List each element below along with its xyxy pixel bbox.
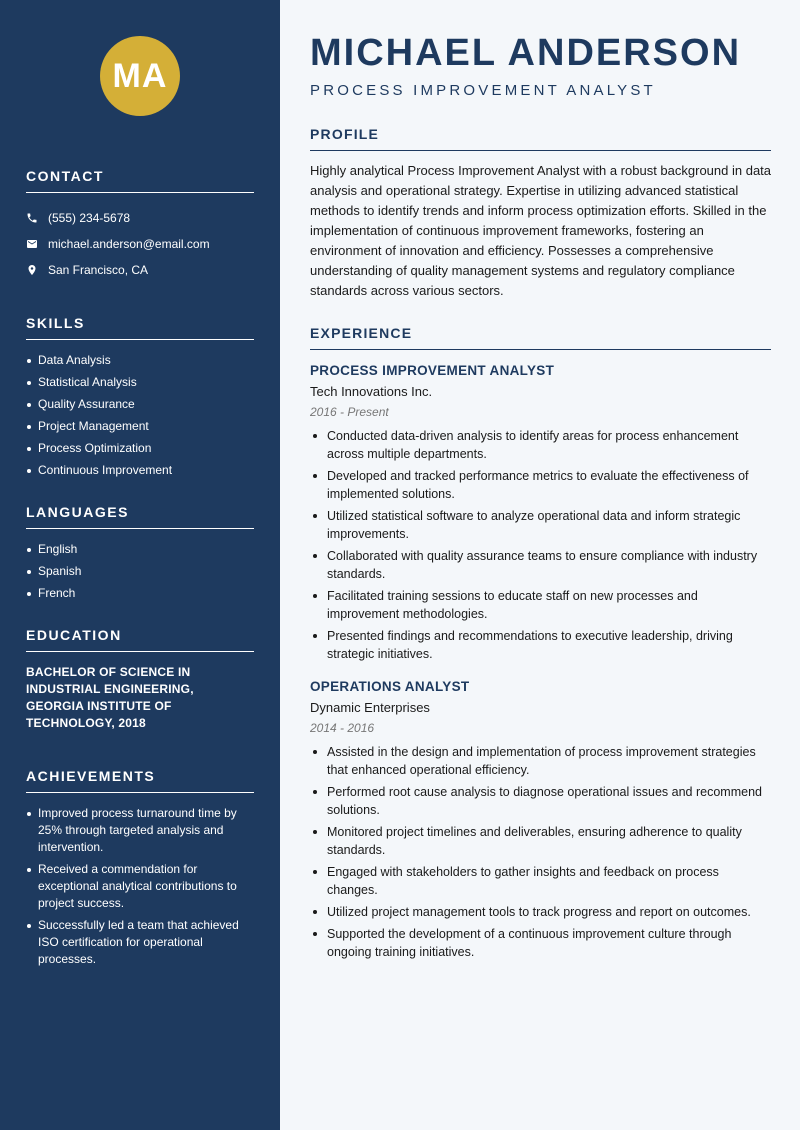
list-item: Continuous Improvement — [26, 462, 254, 479]
job-dates: 2014 - 2016 — [310, 721, 375, 735]
location-text: San Francisco, CA — [48, 263, 149, 277]
list-item: Monitored project timelines and deliverables, ensuring adherence to quality standards. — [310, 823, 771, 859]
list-item: Received a commendation for exceptional analytical contributions to project success. — [26, 861, 254, 912]
email-text[interactable]: michael.anderson@email.com — [48, 237, 210, 251]
languages-list — [26, 541, 254, 602]
achievements-heading: ACHIEVEMENTS — [26, 768, 254, 793]
achievements-list — [26, 805, 254, 968]
job-title: OPERATIONS ANALYST — [310, 679, 470, 694]
list-item: Supported the development of a continuous improvement culture through ongoing training initiatives. — [310, 925, 771, 961]
list-item: Facilitated training sessions to educate staff on new processes and improvement methodologies. — [310, 587, 771, 623]
job-entry — [310, 363, 771, 663]
skills-section — [26, 315, 254, 479]
list-item: Successfully led a team that achieved ISO certification for operational processes. — [26, 917, 254, 968]
location-pin-icon — [26, 264, 48, 276]
list-item: Improved process turnaround time by 25% through targeted analysis and intervention. — [26, 805, 254, 856]
list-item: Data Analysis — [26, 352, 254, 369]
list-item: English — [26, 541, 254, 558]
list-item: Project Management — [26, 418, 254, 435]
contact-phone — [26, 205, 254, 231]
job-entry — [310, 679, 771, 961]
list-item: Presented findings and recommendations to executive leadership, driving strategic initiatives. — [310, 627, 771, 663]
profile-text: Highly analytical Process Improvement Analyst with a robust background in data analysis and operational strategy. Expertise in utilizing advanced statistical methods to identify trends and inform process optimization efforts. Skilled in the implementation of continuous improvement frameworks, fostering an environment of innovation and efficiency. Possesses a comprehensive understanding of quality management systems and regulatory compliance standards across various sectors. — [310, 163, 772, 298]
job-dates: 2016 - Present — [310, 405, 389, 419]
list-item: Collaborated with quality assurance teams to ensure compliance with industry standards. — [310, 547, 771, 583]
job-bullets — [310, 427, 771, 663]
job-company: Tech Innovations Inc. — [310, 384, 433, 399]
job-bullets — [310, 743, 771, 961]
experience-heading: EXPERIENCE — [310, 325, 771, 350]
avatar — [100, 36, 180, 116]
phone-text[interactable]: (555) 234-5678 — [48, 211, 131, 225]
list-item: French — [26, 585, 254, 602]
list-item: Performed root cause analysis to diagnose operational issues and recommend solutions. — [310, 783, 771, 819]
list-item: Engaged with stakeholders to gather insights and feedback on process changes. — [310, 863, 771, 899]
profile-heading: PROFILE — [310, 126, 771, 151]
profile-section — [310, 126, 771, 301]
languages-heading: LANGUAGES — [26, 504, 254, 529]
list-item: Utilized statistical software to analyze operational data and inform strategic improvements. — [310, 507, 771, 543]
list-item: Statistical Analysis — [26, 374, 254, 391]
education-degree: BACHELOR OF SCIENCE IN INDUSTRIAL ENGINEERING, GEORGIA INSTITUTE OF TECHNOLOGY, 2018 — [26, 665, 194, 730]
contact-location — [26, 257, 254, 283]
contact-heading: CONTACT — [26, 168, 254, 193]
contact-section — [26, 168, 254, 283]
candidate-title: PROCESS IMPROVEMENT ANALYST — [310, 82, 656, 99]
candidate-name: MICHAEL ANDERSON — [310, 32, 742, 74]
avatar-initials: MA — [112, 56, 168, 95]
sidebar — [0, 0, 280, 1130]
main-content — [280, 0, 800, 1130]
achievements-section — [26, 768, 254, 968]
list-item: Process Optimization — [26, 440, 254, 457]
contact-email — [26, 231, 254, 257]
list-item: Assisted in the design and implementation of process improvement strategies that enhanced operational efficiency. — [310, 743, 771, 779]
skills-list — [26, 352, 254, 479]
education-section — [26, 627, 254, 732]
email-icon — [26, 238, 48, 250]
languages-section — [26, 504, 254, 602]
list-item: Conducted data-driven analysis to identify areas for process enhancement across multiple departments. — [310, 427, 771, 463]
list-item: Utilized project management tools to track progress and report on outcomes. — [310, 903, 771, 921]
list-item: Quality Assurance — [26, 396, 254, 413]
list-item: Developed and tracked performance metrics to evaluate the effectiveness of implemented solutions. — [310, 467, 771, 503]
education-heading: EDUCATION — [26, 627, 254, 652]
job-title: PROCESS IMPROVEMENT ANALYST — [310, 363, 555, 378]
job-company: Dynamic Enterprises — [310, 700, 430, 715]
phone-icon — [26, 212, 48, 224]
experience-section — [310, 325, 771, 961]
list-item: Spanish — [26, 563, 254, 580]
skills-heading: SKILLS — [26, 315, 254, 340]
